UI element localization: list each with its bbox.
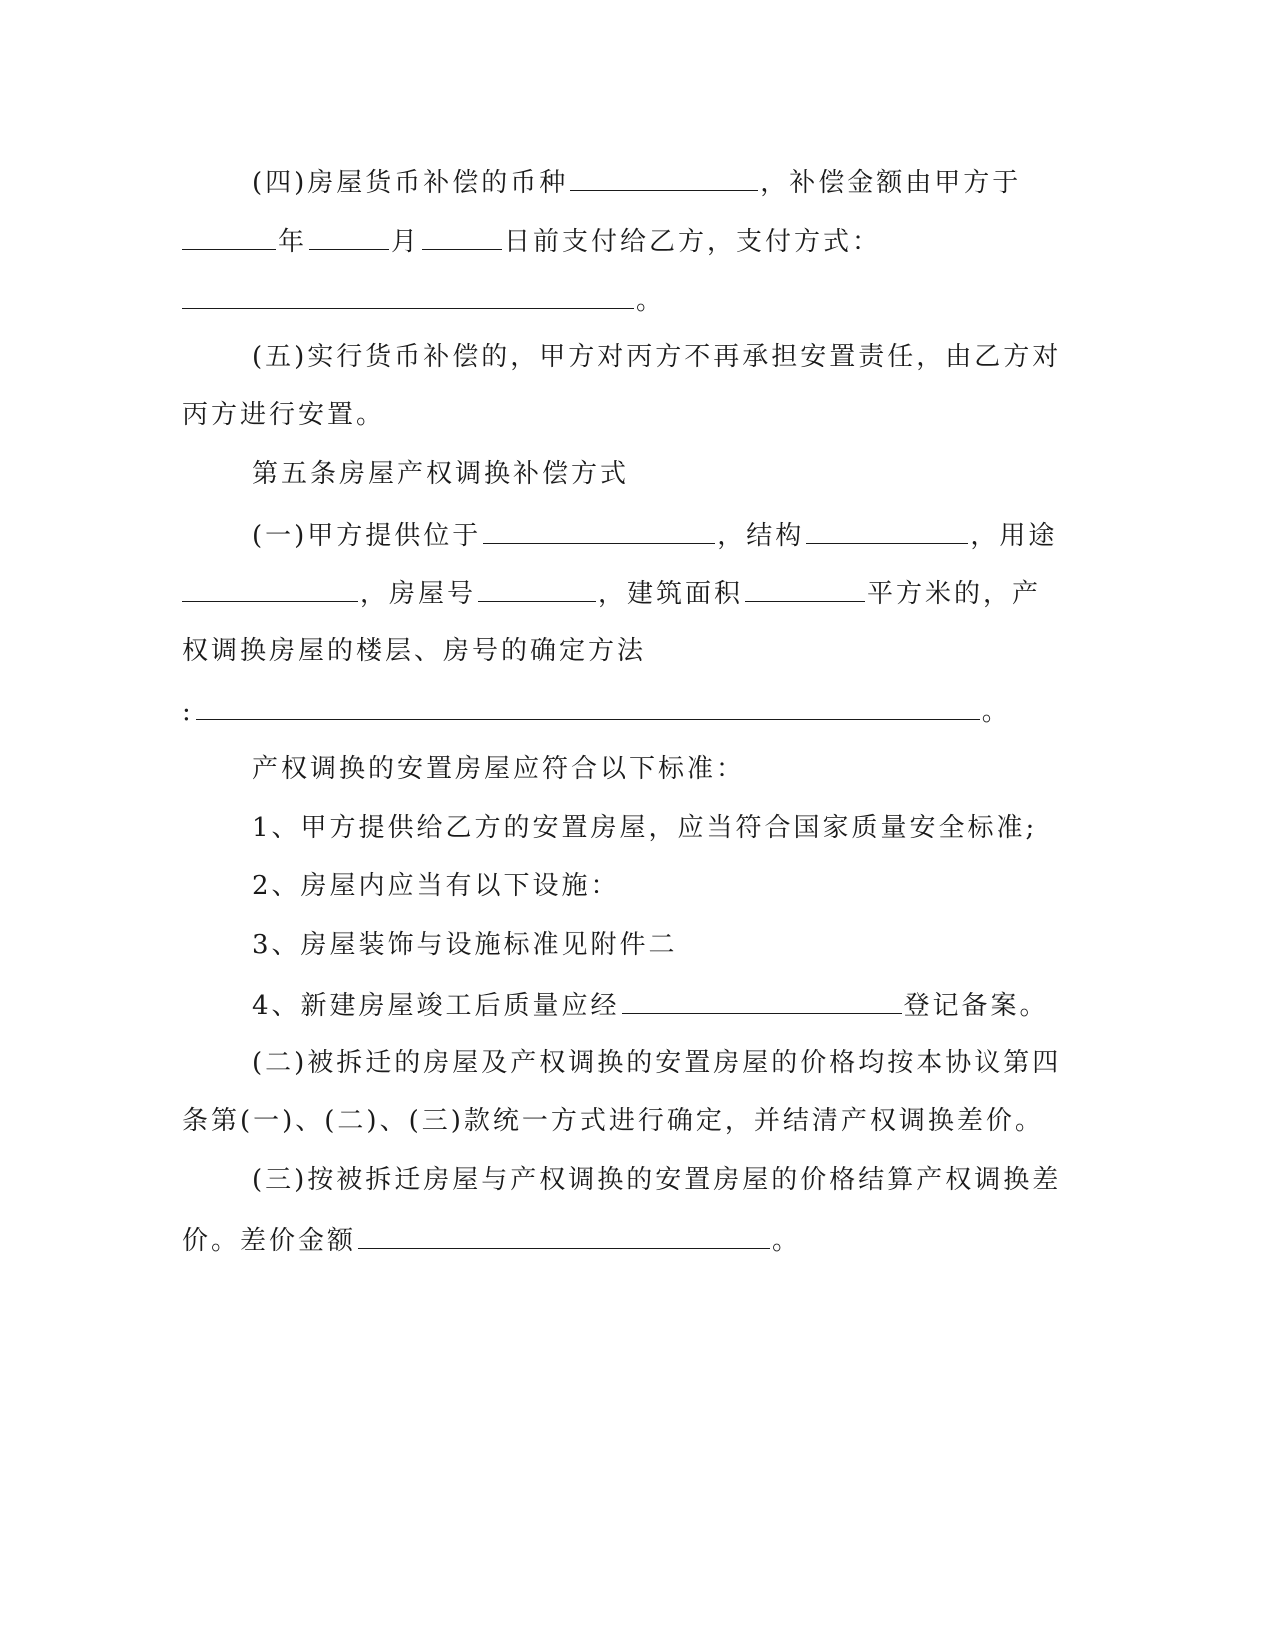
paragraph-4-line-1 — [252, 164, 1021, 200]
text: 。 — [636, 286, 666, 316]
blank-room-number[interactable] — [478, 575, 596, 602]
text: : — [182, 697, 194, 727]
clause-1-line-4 — [182, 693, 1011, 729]
text: (四)房屋货币补偿的币种 — [252, 168, 569, 198]
clause-3-line-2 — [182, 1222, 801, 1258]
text: ，补偿金额由甲方于 — [760, 168, 1022, 198]
text: 日前支付给乙方，支付方式： — [504, 227, 882, 257]
text: 登记备案。 — [903, 991, 1049, 1021]
blank-determination-method[interactable] — [196, 693, 980, 720]
text: 条第(一)、(二)、(三)款统一方式进行确定，并结清产权调换差价。 — [182, 1106, 1044, 1136]
blank-payment-method[interactable] — [182, 282, 634, 309]
clause-2-line-2 — [182, 1104, 1044, 1138]
standard-item-1 — [252, 811, 1037, 845]
text: 第五条房屋产权调换补偿方式 — [252, 459, 630, 489]
text: ，房屋号 — [360, 579, 477, 609]
text: 权调换房屋的楼层、房号的确定方法 — [182, 636, 647, 666]
paragraph-4-line-2 — [182, 223, 881, 259]
blank-month[interactable] — [309, 223, 389, 250]
text: 平方米的，产 — [867, 579, 1042, 609]
clause-2-line-1 — [252, 1046, 1061, 1080]
clause-1-line-1 — [252, 517, 1057, 553]
text: (五)实行货币补偿的，甲方对丙方不再承担安置责任，由乙方对 — [252, 342, 1062, 372]
text: 产权调换的安置房屋应符合以下标准： — [252, 754, 746, 784]
text: (三)按被拆迁房屋与产权调换的安置房屋的价格结算产权调换差 — [252, 1165, 1062, 1195]
blank-structure[interactable] — [806, 517, 968, 544]
text: (一)甲方提供位于 — [252, 521, 482, 551]
blank-registration-authority[interactable] — [622, 987, 902, 1014]
paragraph-4-line-3 — [182, 282, 665, 318]
text: 。 — [981, 697, 1011, 727]
standards-heading — [252, 752, 745, 786]
blank-location[interactable] — [483, 517, 715, 544]
text: 3、房屋装饰与设施标准见附件二 — [252, 930, 678, 960]
text: 月 — [391, 227, 421, 257]
clause-1-line-3 — [182, 634, 646, 668]
text: 2、房屋内应当有以下设施： — [252, 871, 620, 901]
text: 年 — [278, 227, 308, 257]
text: 4、新建房屋竣工后质量应经 — [252, 991, 620, 1021]
blank-floor-area[interactable] — [745, 575, 865, 602]
article-5-heading — [252, 457, 629, 491]
standard-item-2 — [252, 869, 620, 903]
text: ，用途 — [970, 521, 1058, 551]
blank-day[interactable] — [422, 223, 502, 250]
clause-3-line-1 — [252, 1163, 1061, 1197]
clause-1-line-2 — [182, 575, 1041, 611]
text: ，结构 — [717, 521, 805, 551]
paragraph-5-line-2 — [182, 398, 385, 432]
standard-item-4 — [252, 987, 1049, 1023]
blank-year[interactable] — [182, 223, 276, 250]
text: 1、甲方提供给乙方的安置房屋，应当符合国家质量安全标准; — [252, 813, 1038, 843]
text: ，建筑面积 — [598, 579, 744, 609]
text: (二)被拆迁的房屋及产权调换的安置房屋的价格均按本协议第四 — [252, 1048, 1062, 1078]
text: 价。差价金额 — [182, 1226, 357, 1256]
blank-currency[interactable] — [570, 164, 758, 191]
standard-item-3 — [252, 928, 678, 962]
text: 丙方进行安置。 — [182, 400, 386, 430]
text: 。 — [772, 1226, 802, 1256]
paragraph-5-line-1 — [252, 340, 1061, 374]
blank-price-difference[interactable] — [358, 1222, 770, 1249]
blank-usage[interactable] — [182, 575, 358, 602]
